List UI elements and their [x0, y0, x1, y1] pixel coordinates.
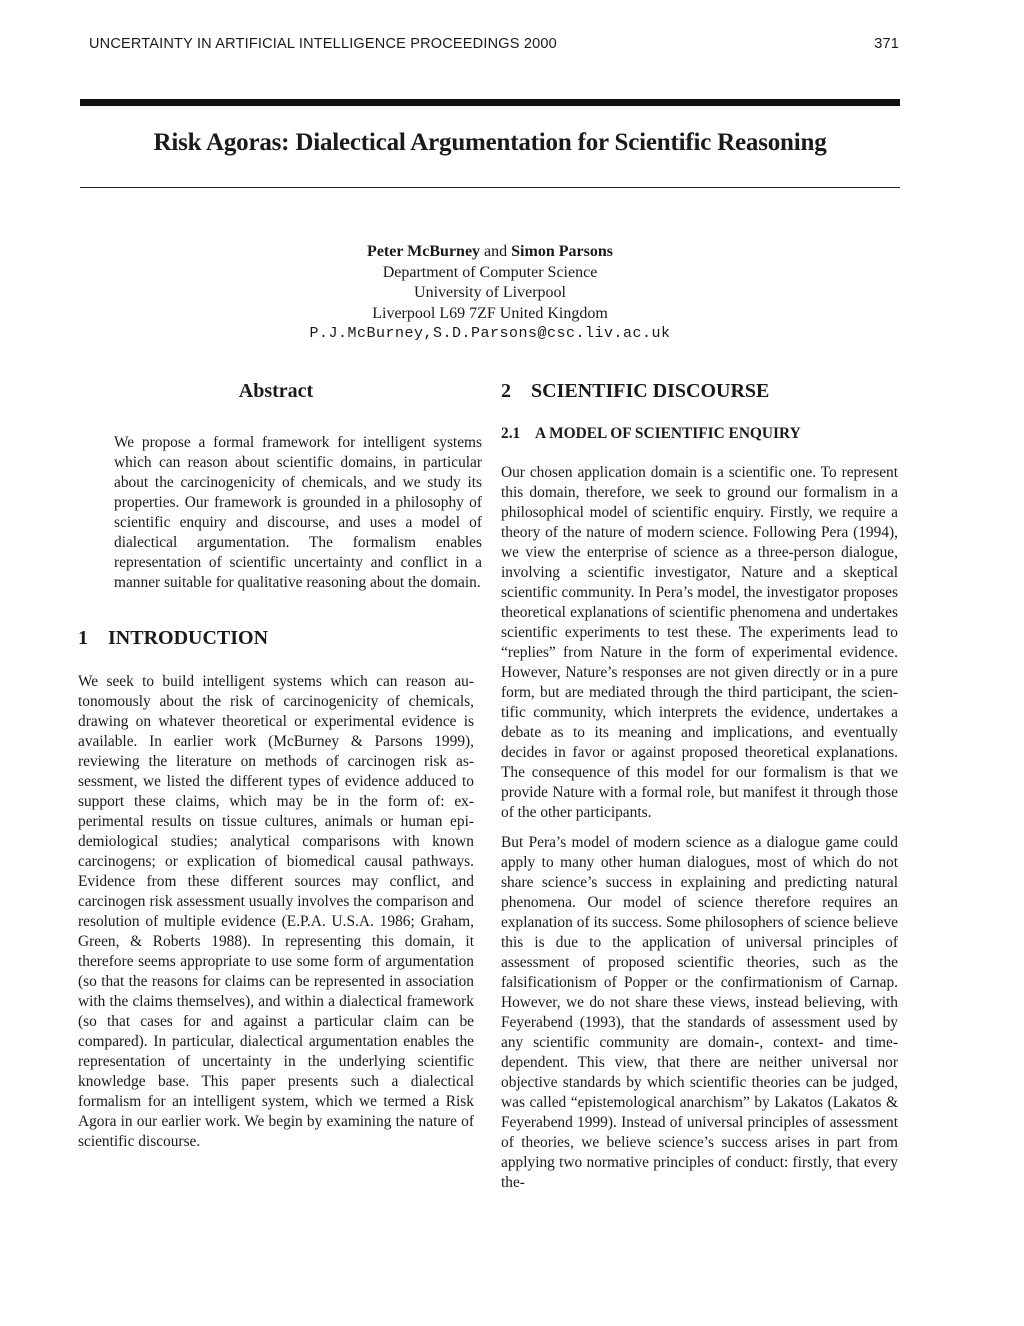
- running-header: [89, 36, 899, 52]
- section-2-heading: [501, 380, 898, 403]
- abstract-heading: Abstract: [238, 380, 314, 402]
- paper-title: Risk Agoras: Dialectical Argumentation for Scientific Reasoning: [153, 129, 827, 156]
- title-bottom-rule: [80, 187, 900, 188]
- section-2-paragraph-2: But Pera’s model of modern science as a dialogue game could apply to many other human dialogues, most of which do not share science’s success in explaining and predicting natural phenomena. Our model of science therefore requires an explanation of its success. Some philosophers of science believe this is due to the application of universal principles of assessment of proposed scientific theories, such as the falsificationism of Popper or the confirmationism of Carnap. However, we do not share these views, instead believing, with Feyerabend (1993), that the standards of assessment used by any scientific community are domain-, context- and time-dependent. This view, that there are neither universal nor objective standards by which scientific theories can be judged, was called “epistemological anarchism” by Lakatos (Lakatos & Feyerabend 1999). Instead of universal principles of assessment of theories, we believe science’s success arises in part from applying two normative principles of conduct: firstly, that every the-: [501, 834, 898, 1191]
- subsection-2-1-title: A MODEL OF SCIENTIFIC ENQUIRY: [535, 425, 801, 442]
- author-block: [80, 242, 900, 345]
- page-number: 371: [874, 36, 899, 52]
- abstract-text: We propose a formal framework for intelligent systems which can reason about scientific domains, in particular about the carcinogenicity of chemicals, and we study its properties. Our framework is grounded in a philosophy of scientific enquiry and discourse, and uses a model of dialectical argumentation. The formalism enables representation of scientific uncertainty and conflict in a manner suitable for qualitative reasoning about the domain.: [114, 434, 482, 591]
- section-2-number: 2: [501, 380, 511, 402]
- author-names: [80, 242, 900, 263]
- subsection-2-1-number: 2.1: [501, 425, 521, 442]
- author-university: University of Liverpool: [414, 284, 566, 301]
- section-1-title: INTRODUCTION: [108, 627, 269, 649]
- section-2-paragraph-1: Our chosen application domain is a scientific one. To represent this domain, therefore, we seek to ground our formalism in a philosophical model of scientific enquiry. Firstly, we require a theory of the nature of modern science. Following Pera (1994), we view the enterprise of science as a three-person dialogue, involving a scientific investigator, Nature and a skeptical scientific community. In Pera’s model, the investigator proposes theoretical explanations of scientific phenomena and undertakes scientific experiments to test these. The experiments lead to “replies” from Nature in the form of experimental evidence. However, Nature’s responses are not given directly or in a pure form, but are mediated through the third participant, the scientific community, which interprets the evidence, undertakes a debate as to its meaning and implications, and eventually decides in favor or against proposed theoretical explanations. The consequence of this model for our formalism is that we provide Nature with a formal role, but manifest it through those of the other participants.: [501, 464, 898, 821]
- author-2: Simon Parsons: [511, 243, 613, 260]
- author-1: Peter McBurney: [367, 243, 481, 260]
- introduction-text: We seek to build intelligent systems which can reason autonomously about the risk of carcinogenicity of chemicals, drawing on whatever theoretical or experimental evidence is available. In earlier work (McBurney & Parsons 1999), reviewing the literature on methods of carcinogen risk assessment, we listed the different types of evidence adduced to support these claims, which may be in the form of: experimental results on tissue cultures, animals or human epidemiological studies; analytical comparisons with known carcinogens; or explication of biomedical causal pathways. Evidence from these different sources may conflict, and carcinogen risk assessment usually involves the comparison and resolution of multiple evidence (E.P.A. U.S.A. 1986; Graham, Green, & Roberts 1988). In representing this domain, it therefore seems appropriate to use some form of argumentation (so that the reasons for claims can be represented in association with the claims themselves), and within a dialectical framework (so that cases for and against a particular claim can be compared). In particular, dialectical argumentation enables the representation of uncertainty in the underlying scientific knowledge base. This paper presents such a dialectical formalism for an intelligent system, which we termed a Risk Agora in our earlier work. We begin by examining the nature of scientific discourse.: [78, 673, 474, 1150]
- author-email: P.J.McBurney,S.D.Parsons@csc.liv.ac.uk: [309, 325, 671, 342]
- author-conjunction: and: [484, 243, 508, 260]
- author-department: Department of Computer Science: [382, 263, 598, 281]
- journal-name: UNCERTAINTY IN ARTIFICIAL INTELLIGENCE PROCEEDINGS 2000: [89, 36, 557, 52]
- subsection-2-1-heading: [501, 425, 898, 443]
- title-top-rule: [80, 99, 900, 106]
- author-address: Liverpool L69 7ZF United Kingdom: [372, 304, 608, 322]
- section-2-title: SCIENTIFIC DISCOURSE: [531, 380, 770, 402]
- section-1-number: 1: [78, 627, 88, 649]
- left-column: [78, 380, 482, 1152]
- right-column: [501, 380, 898, 1193]
- section-1-heading: [78, 627, 474, 650]
